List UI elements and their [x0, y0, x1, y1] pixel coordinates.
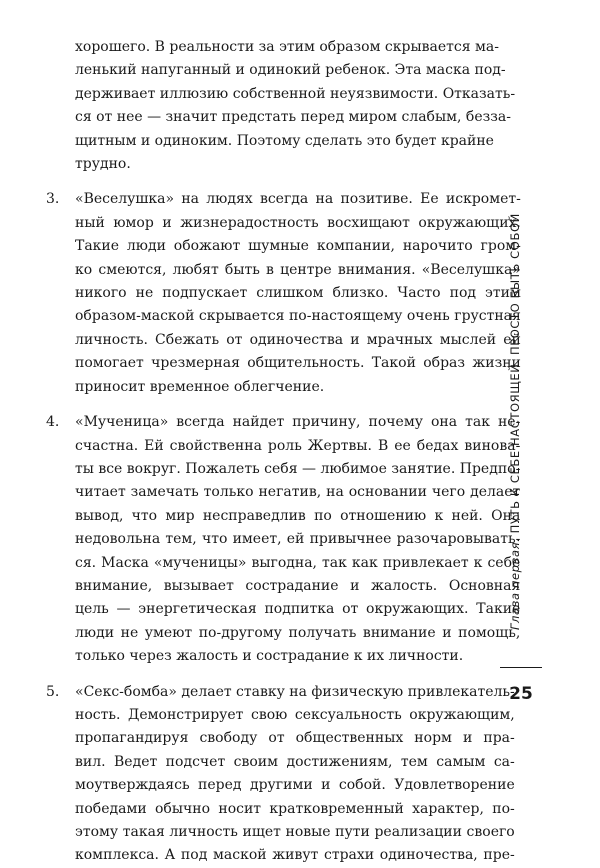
text-line: трудно. [75, 156, 131, 173]
list-item-text [75, 681, 515, 868]
text-line: ся от нее — значит предстать перед миром слабым, безза- [75, 109, 511, 126]
text-line: читает замечать только негатив, на основании чего делает [75, 484, 521, 501]
list-item-text [75, 411, 520, 668]
intro-paragraph [75, 36, 516, 176]
text-line: Такие люди обожают шумные компании, нарочито гром- [75, 238, 521, 255]
text-line: комплекса. А под маской живут страхи одиночества, пре- [75, 847, 515, 864]
text-line: этому такая личность ищет новые пути реализации своего [75, 824, 515, 840]
text-line: личность. Сбежать от одиночества и мрачных мыслей ей [75, 331, 521, 348]
text-line: ко смеются, любят быть в центре внимания. «Веселушка» [75, 261, 521, 278]
list-number: 4. [46, 414, 60, 431]
text-line: никого не подпускает слишком близко. Часто под этим [75, 285, 521, 302]
text-line: вывод, что мир несправедлив по отношению к ней. Она [75, 507, 521, 524]
text-line: щитным и одиноким. Поэтому сделать это будет крайне [75, 132, 494, 149]
text-line: ность. Демонстрирует свою сексуальность окружающим, [75, 706, 515, 723]
list-item-5 [46, 681, 515, 868]
text-line: образом-маской скрывается по-настоящему очень грустная [75, 308, 521, 325]
text-line: ся. Маска «мученицы» выгодна, так как привлекает к себе [75, 554, 521, 571]
text-line: держивает иллюзию собственной неуязвимости. Отказать- [75, 85, 516, 102]
text-line: «Веселушка» на людях всегда на позитиве. Ее искромет- [75, 191, 521, 208]
list-number: 3. [46, 191, 60, 208]
text-line: недовольна тем, что имеет, ей привычнее разочаровывать- [75, 531, 521, 548]
text-line: приносит временное облегчение. [75, 378, 325, 395]
text-line: внимание, вызывает сострадание и жалость. Основная [75, 577, 521, 594]
text-line: ный юмор и жизнерадостность восхищают окружающих. [75, 214, 521, 231]
text-line: «Секс-бомба» делает ставку на физическую привлекатель- [75, 683, 515, 700]
text-line: моутверждаясь перед другими и собой. Удовлетворение [75, 777, 515, 794]
page-number: 25 [509, 684, 533, 704]
running-head-title: ПУТЬ К СЕБЕ НАСТОЯЩЕЙ. ПРОСТО БЫТЬ СОБОЙ [508, 213, 522, 534]
text-line: пропагандируя свободу от общественных норм и пра- [75, 730, 515, 747]
text-line: цель — энергетическая подпитка от окружающих. Такие [75, 601, 521, 618]
text-line: помогает чрезмерная общительность. Такой образ жизни [75, 355, 521, 372]
text-line: победами обычно носит кратковременный характер, по- [75, 800, 515, 817]
text-line: вил. Ведет подсчет своим достижениям, тем самым са- [75, 753, 515, 770]
text-line: только через жалость и сострадание к их личности. [75, 648, 464, 665]
text-line: ты все вокруг. Пожалеть себя — любимое занятие. Предпо- [75, 460, 521, 477]
list-item-text [75, 188, 521, 399]
folio-rule [500, 667, 542, 668]
text-line: ленький напуганный и одинокий ребенок. Эта маска под- [75, 62, 506, 79]
text-line: люди не умеют по-другому получать внимание и помощь, [75, 624, 521, 641]
running-head-chapter: Глава первая. [508, 537, 522, 630]
text-line: хорошего. В реальности за этим образом скрывается ма- [75, 39, 499, 55]
list-number: 5. [46, 683, 60, 700]
text-line: «Мученица» всегда найдет причину, почему она так не- [75, 414, 521, 431]
text-line: счастна. Ей свойственна роль Жертвы. В ее бедах винова- [75, 437, 521, 454]
running-head [508, 213, 522, 630]
